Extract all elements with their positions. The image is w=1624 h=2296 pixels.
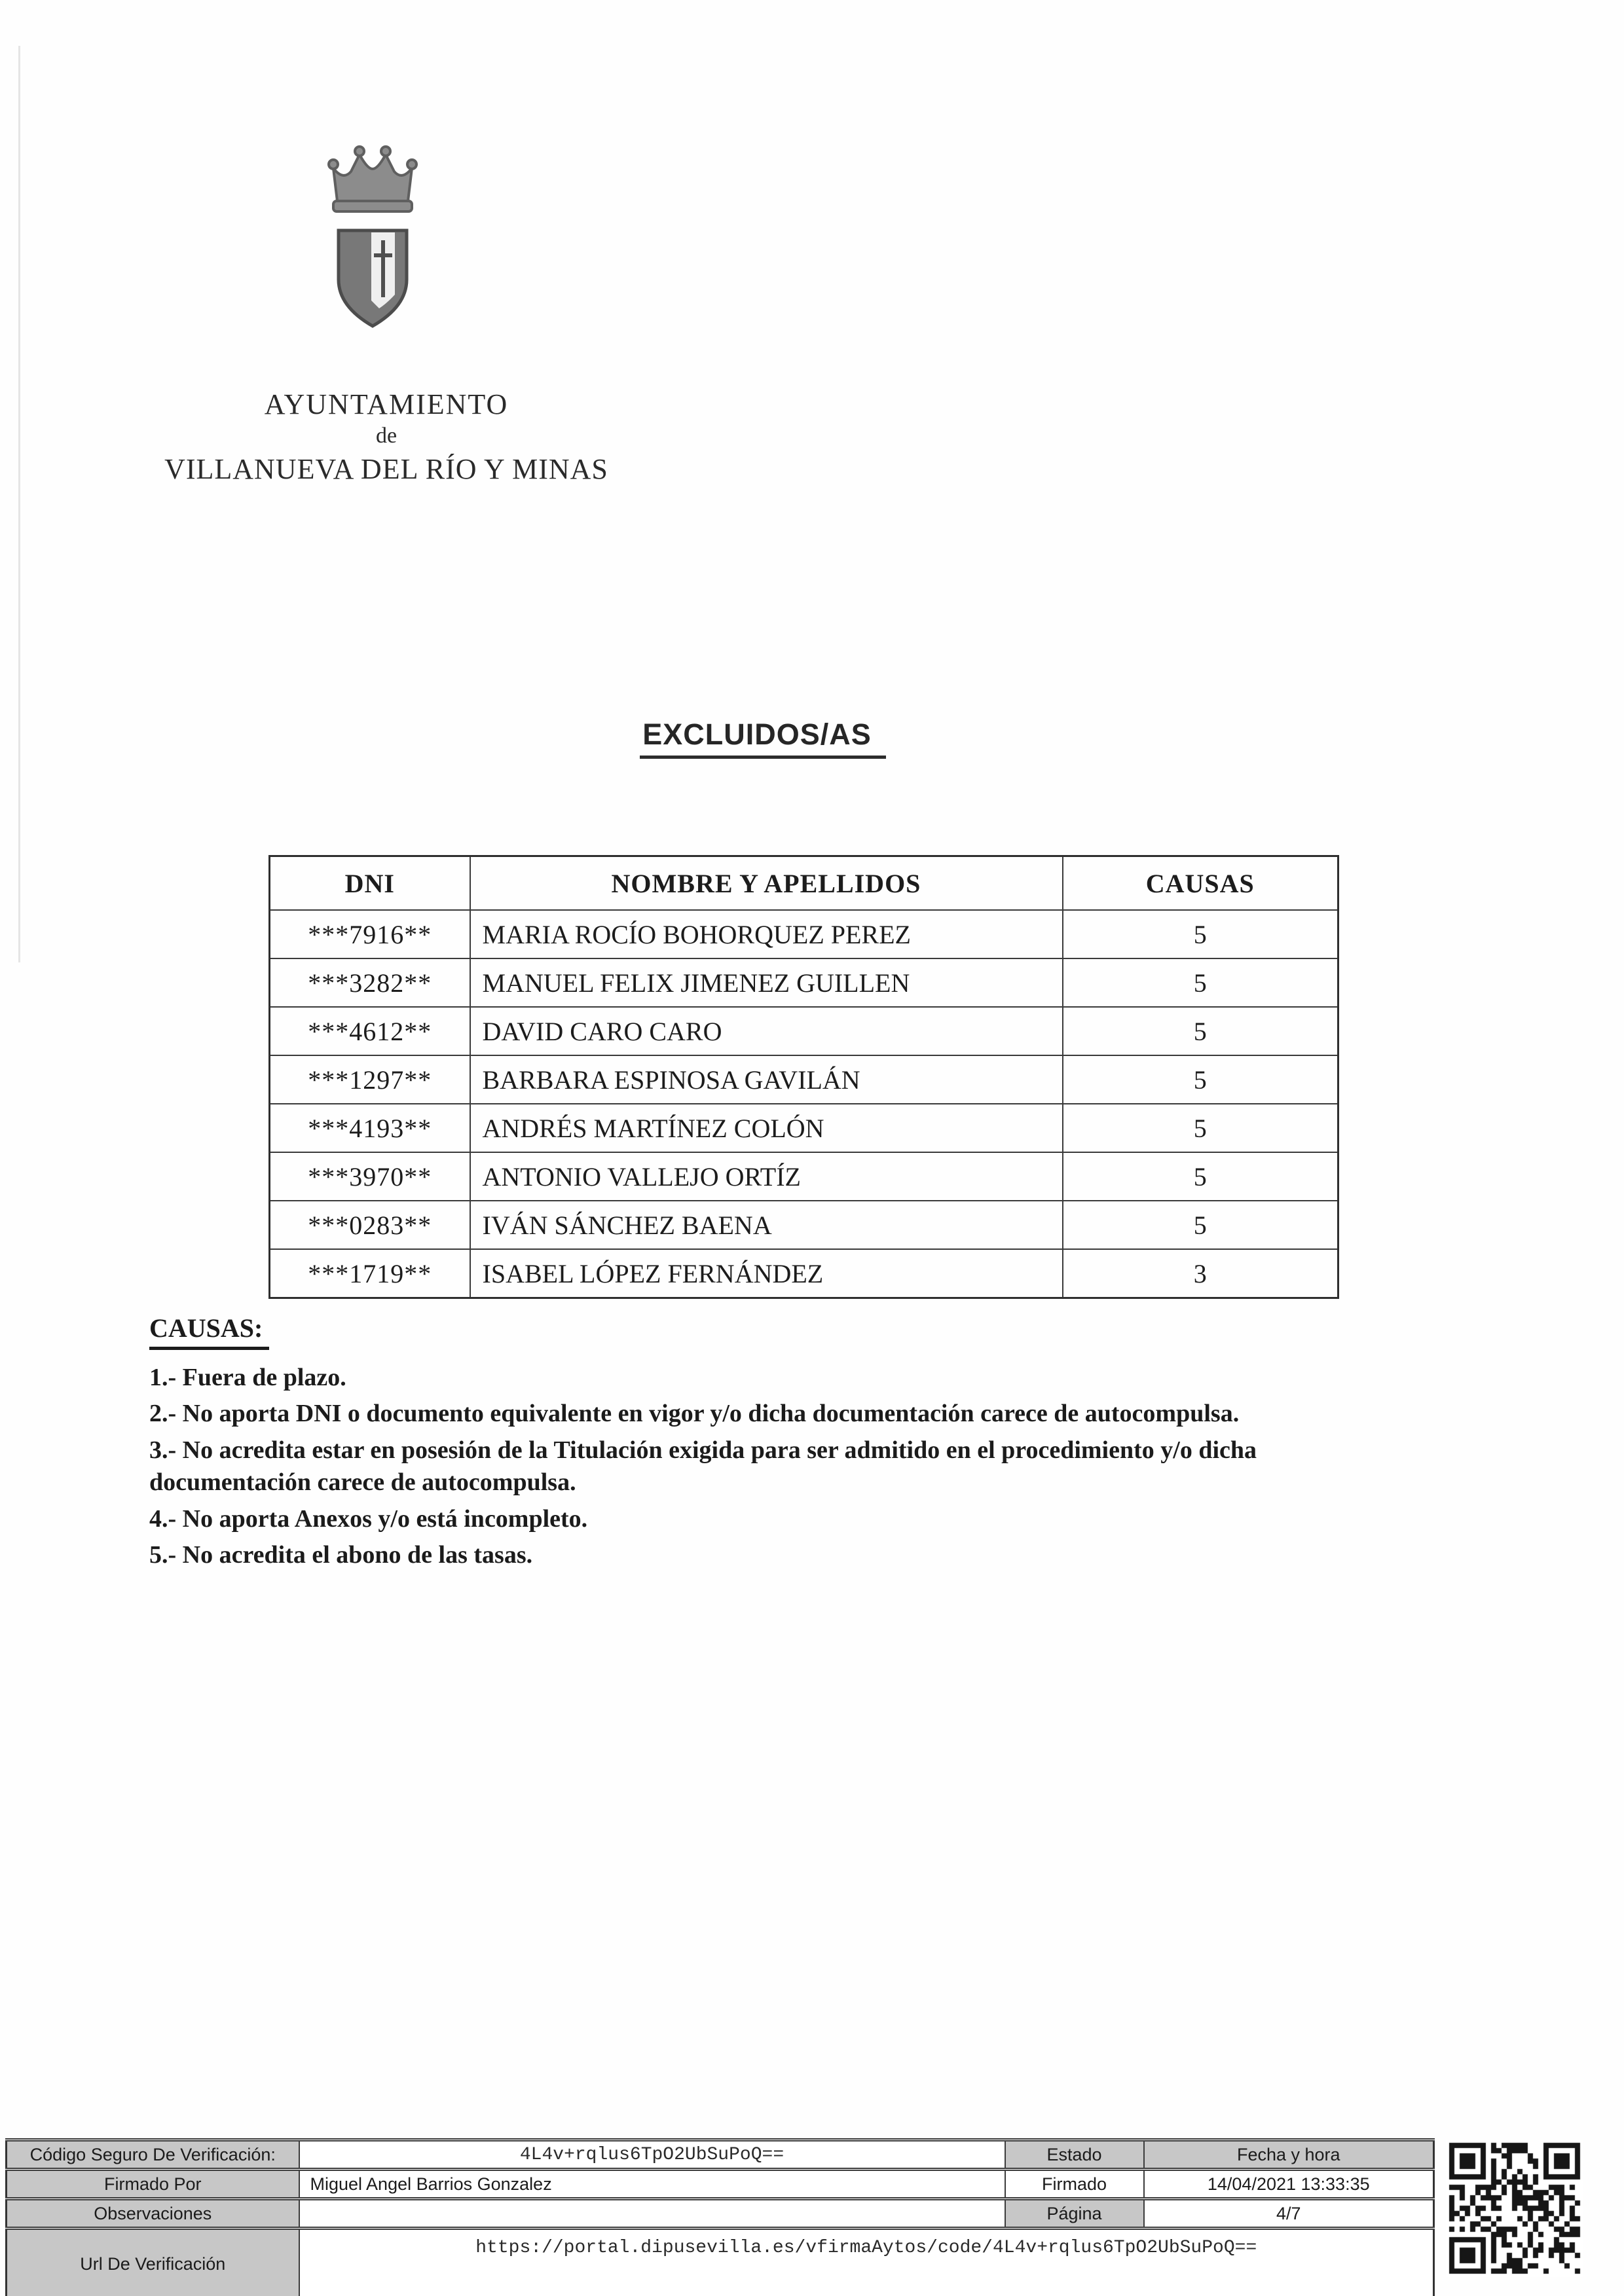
qr-code-icon [1446, 2140, 1583, 2277]
org-municipality-line: VILLANUEVA DEL RÍO Y MINAS [164, 453, 608, 485]
name-cell: ANTONIO VALLEJO ORTÍZ [470, 1152, 1063, 1201]
table-row [270, 958, 1338, 1007]
dni-cell: ***1719** [270, 1249, 470, 1298]
table-header-row [270, 856, 1338, 911]
name-cell: ANDRÉS MARTÍNEZ COLÓN [470, 1104, 1063, 1152]
name-cell: IVÁN SÁNCHEZ BAENA [470, 1201, 1063, 1249]
section-title: EXCLUIDOS/AS [640, 718, 886, 759]
causas-cell: 3 [1063, 1249, 1338, 1298]
dni-cell: ***3970** [270, 1152, 470, 1201]
name-cell: MANUEL FELIX JIMENEZ GUILLEN [470, 958, 1063, 1007]
dni-cell: ***1297** [270, 1055, 470, 1104]
table-row [270, 1007, 1338, 1055]
name-cell: DAVID CARO CARO [470, 1007, 1063, 1055]
footer-row-firmado [7, 2170, 1434, 2199]
firmado-por-label: Firmado Por [7, 2170, 299, 2199]
estado-value: Firmado [1005, 2170, 1144, 2199]
fecha-value: 14/04/2021 13:33:35 [1144, 2170, 1434, 2199]
footer-row-url [7, 2229, 1434, 2296]
coat-of-arms-icon [313, 139, 432, 335]
dni-cell: ***3282** [270, 958, 470, 1007]
dni-cell: ***7916** [270, 910, 470, 958]
causa-item: 2.- No aporta DNI o documento equivalente en vigor y/o dicha documentación carece de autocompulsa. [149, 1400, 1240, 1428]
csv-value: 4L4v+rqlus6TpO2UbSuPoQ== [299, 2140, 1005, 2170]
excluded-candidates-table [268, 855, 1339, 1299]
table-row [270, 1104, 1338, 1152]
dni-cell: ***4193** [270, 1104, 470, 1152]
causas-cell: 5 [1063, 1055, 1338, 1104]
dni-cell: ***4612** [270, 1007, 470, 1055]
footer-row-observaciones [7, 2199, 1434, 2229]
name-cell: ISABEL LÓPEZ FERNÁNDEZ [470, 1249, 1063, 1298]
table-row [270, 1152, 1338, 1201]
col-header-causas: CAUSAS [1063, 856, 1338, 911]
firmado-por-value: Miguel Angel Barrios Gonzalez [299, 2170, 1005, 2199]
causa-item: 5.- No acredita el abono de las tasas. [149, 1540, 533, 1569]
causas-heading: CAUSAS: [149, 1311, 269, 1350]
url-value: https://portal.dipusevilla.es/vfirmaAytos/code/4L4v+rqlus6TpO2UbSuPoQ== [299, 2229, 1434, 2296]
fecha-header: Fecha y hora [1144, 2140, 1434, 2170]
pagina-label: Página [1005, 2199, 1144, 2229]
causas-cell: 5 [1063, 1201, 1338, 1249]
causas-cell: 5 [1063, 1104, 1338, 1152]
org-name-line: AYUNTAMIENTO [264, 388, 509, 420]
estado-header: Estado [1005, 2140, 1144, 2170]
col-header-nombre: NOMBRE Y APELLIDOS [470, 856, 1063, 911]
pagina-value: 4/7 [1144, 2199, 1434, 2229]
scan-artifact [18, 46, 20, 962]
causa-item: 4.- No aporta Anexos y/o está incompleto. [149, 1504, 588, 1533]
name-cell: BARBARA ESPINOSA GAVILÁN [470, 1055, 1063, 1104]
url-label: Url De Verificación [7, 2229, 299, 2296]
causas-cell: 5 [1063, 1152, 1338, 1201]
observaciones-value [299, 2199, 1005, 2229]
causas-cell: 5 [1063, 958, 1338, 1007]
name-cell: MARIA ROCÍO BOHORQUEZ PEREZ [470, 910, 1063, 958]
causa-item: 3.- No acredita estar en posesión de la Titulación exigida para ser admitido en el procedimiento y/o dicha documentación carece de autocompulsa. [149, 1436, 1257, 1497]
dni-cell: ***0283** [270, 1201, 470, 1249]
causas-cell: 5 [1063, 910, 1338, 958]
footer-row-csv [7, 2140, 1434, 2170]
causas-legend [149, 1311, 1295, 1571]
table-row [270, 1055, 1338, 1104]
table-row [270, 910, 1338, 958]
observaciones-label: Observaciones [7, 2199, 299, 2229]
org-de-line: de [375, 424, 397, 448]
verification-footer [5, 2138, 1435, 2296]
org-header [92, 388, 681, 486]
csv-label: Código Seguro De Verificación: [7, 2140, 299, 2170]
col-header-dni: DNI [270, 856, 470, 911]
causa-item: 1.- Fuera de plazo. [149, 1364, 346, 1391]
table-row [270, 1201, 1338, 1249]
section-title-wrap [0, 718, 1526, 759]
causas-cell: 5 [1063, 1007, 1338, 1055]
table-row [270, 1249, 1338, 1298]
